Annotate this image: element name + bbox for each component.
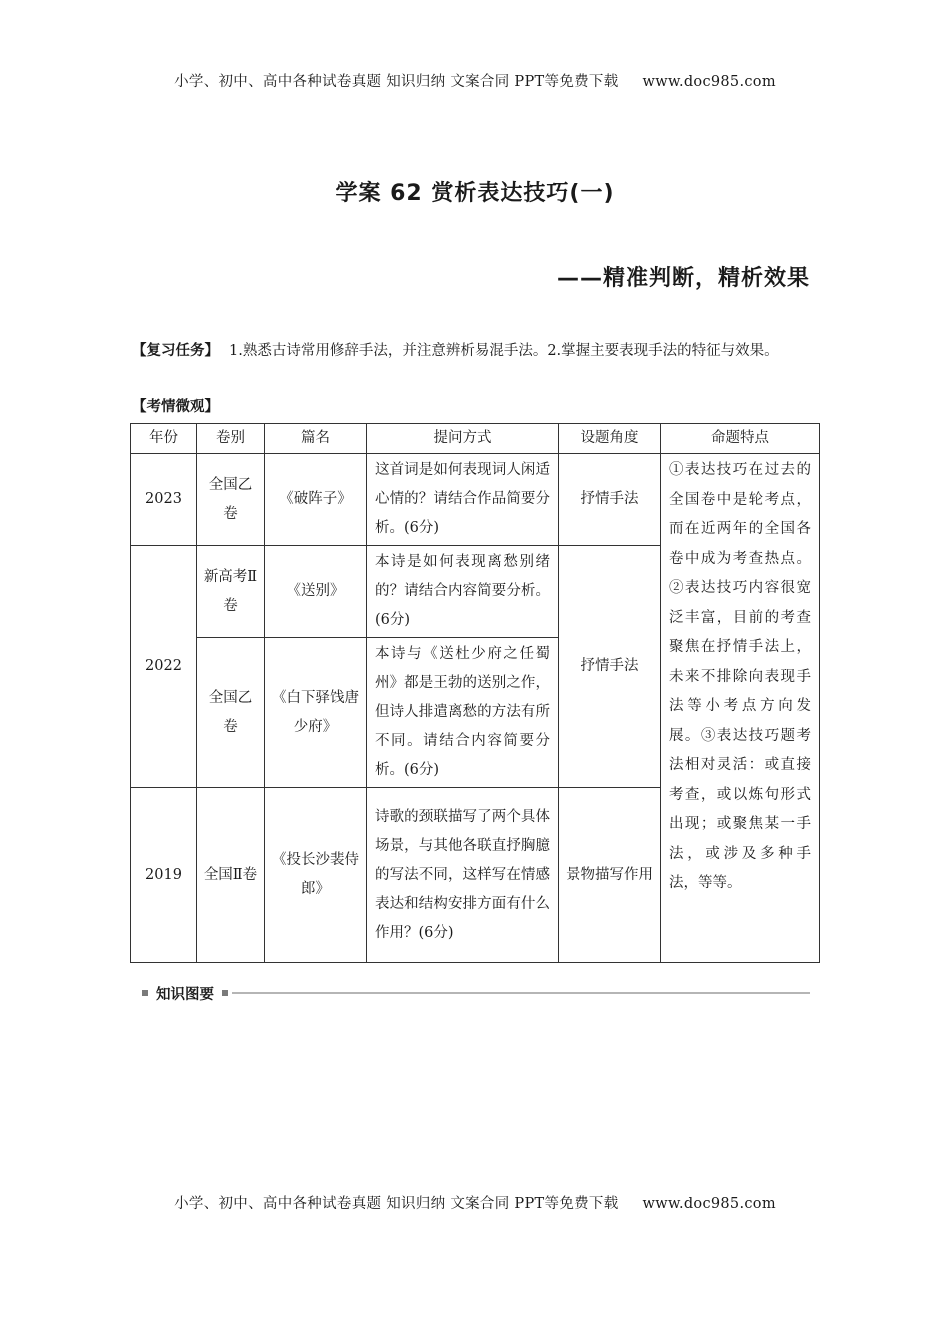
table-row [131, 454, 820, 546]
page-subtitle: ——精准判断，精析效果 [556, 266, 810, 291]
col-header-features: 命题特点 [661, 424, 820, 454]
review-task-label: 【复习任务】 [132, 343, 219, 359]
header-text: 小学、初中、高中各种试卷真题 知识归纳 文案合同 PPT等免费下载 [174, 74, 619, 90]
page-header [0, 70, 950, 91]
cell-paper: 全国Ⅱ卷 [197, 788, 265, 963]
cell-title: 《破阵子》 [265, 454, 367, 546]
knowledge-label: 知识图要 [156, 986, 214, 1003]
exam-table [130, 423, 820, 963]
footer-url[interactable]: www.doc985.com [642, 1196, 776, 1212]
cell-angle: 抒情手法 [559, 454, 661, 546]
cell-year: 2023 [131, 454, 197, 546]
cell-title: 《投长沙裴侍郎》 [265, 788, 367, 963]
review-task [132, 338, 817, 365]
square-bullet-icon [142, 990, 148, 996]
knowledge-section-divider [142, 982, 810, 1004]
square-bullet-icon [222, 990, 228, 996]
cell-paper: 全国乙卷 [197, 638, 265, 788]
cell-title: 《送别》 [265, 546, 367, 638]
table-header-row [131, 424, 820, 454]
col-header-paper: 卷别 [197, 424, 265, 454]
cell-question: 诗歌的颈联描写了两个具体场景，与其他各联直抒胸臆的写法不同，这样写在情感表达和结构安排方面有什么作用？(6分) [367, 788, 559, 963]
exam-analysis-label: 【考情微观】 [132, 399, 219, 415]
footer-text: 小学、初中、高中各种试卷真题 知识归纳 文案合同 PPT等免费下载 [174, 1196, 619, 1212]
col-header-angle: 设题角度 [559, 424, 661, 454]
col-header-question: 提问方式 [367, 424, 559, 454]
cell-question: 本诗是如何表现离愁别绪的？请结合内容简要分析。(6分) [367, 546, 559, 638]
cell-year: 2022 [131, 546, 197, 788]
review-task-content: 1.熟悉古诗常用修辞手法，并注意辨析易混手法。2.掌握主要表现手法的特征与效果。 [229, 343, 779, 359]
page-title: 学案 62 赏析表达技巧(一) [335, 181, 615, 206]
cell-angle: 景物描写作用 [559, 788, 661, 963]
cell-question: 本诗与《送杜少府之任蜀州》都是王勃的送别之作，但诗人排遣离愁的方法有所不同。请结合内容简要分析。(6分) [367, 638, 559, 788]
header-url[interactable]: www.doc985.com [642, 74, 776, 90]
divider-line [232, 992, 810, 994]
cell-title: 《白下驿饯唐少府》 [265, 638, 367, 788]
cell-question: 这首词是如何表现词人闲适心情的？请结合作品简要分析。(6分) [367, 454, 559, 546]
page-footer [0, 1192, 950, 1213]
cell-paper: 全国乙卷 [197, 454, 265, 546]
cell-features: ①表达技巧在过去的全国卷中是轮考点，而在近两年的全国各卷中成为考查热点。②表达技巧内容很宽泛丰富，目前的考查聚焦在抒情手法上，未来不排除向表现手法等小考点方向发展。③表达技巧题考法相对灵活：或直接考查，或以炼句形式出现；或聚焦某一手法，或涉及多种手法，等等。 [661, 454, 820, 963]
col-header-title: 篇名 [265, 424, 367, 454]
cell-paper: 新高考Ⅱ卷 [197, 546, 265, 638]
cell-angle: 抒情手法 [559, 546, 661, 788]
col-header-year: 年份 [131, 424, 197, 454]
cell-year: 2019 [131, 788, 197, 963]
